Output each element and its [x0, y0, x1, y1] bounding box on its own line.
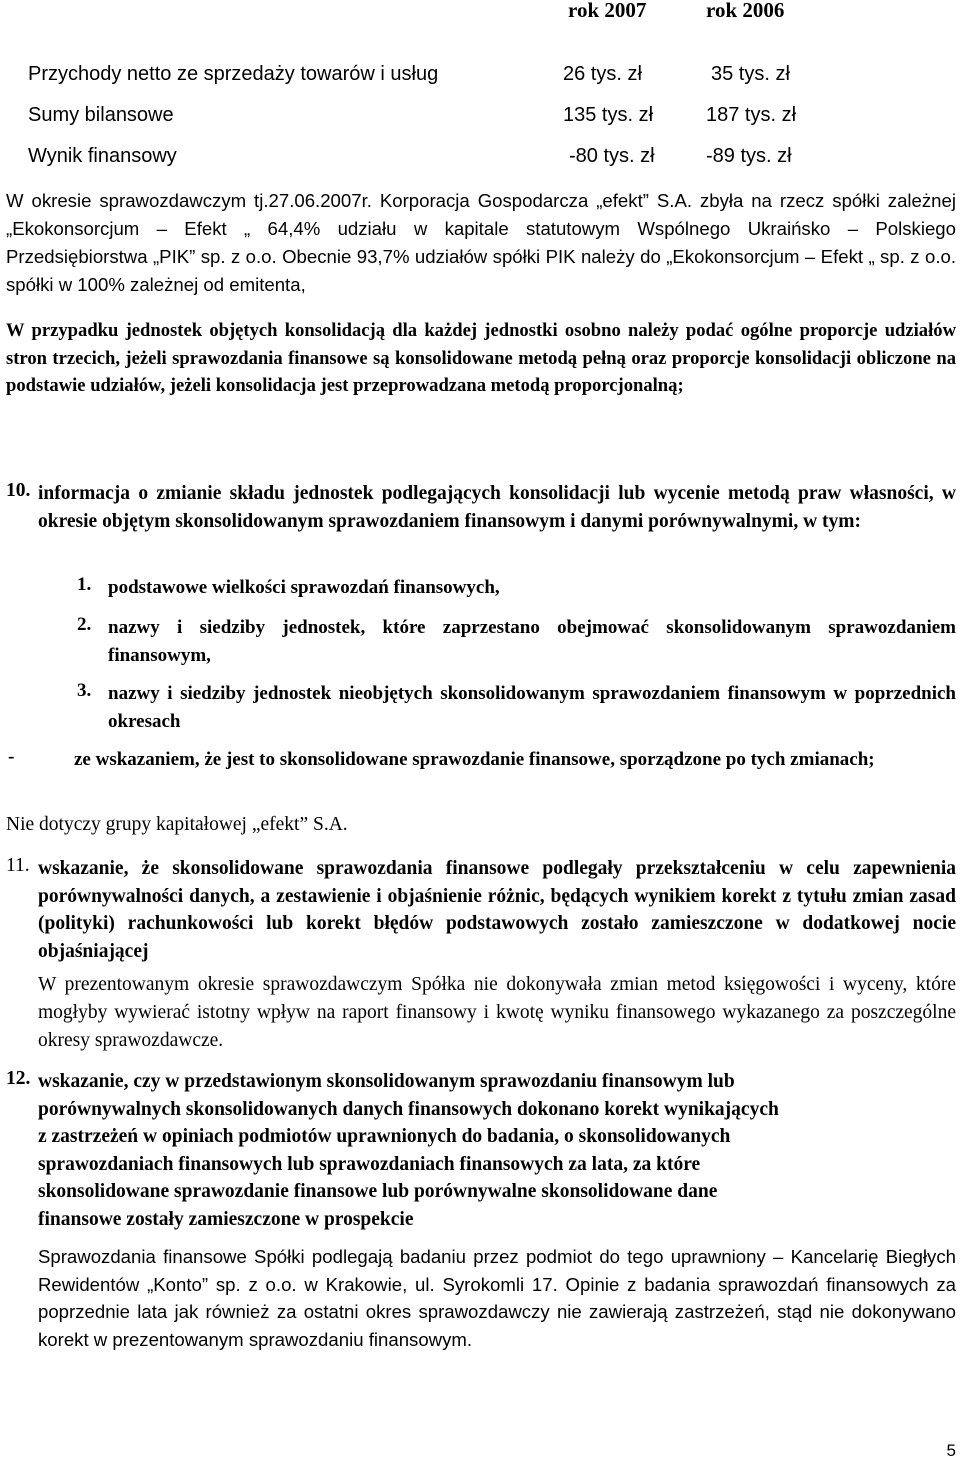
- section-10-answer: Nie dotyczy grupy kapitałowej „efekt” S.A.: [6, 814, 348, 835]
- section-11-number: 11.: [6, 855, 30, 876]
- section-10-item-2-number: 2.: [77, 614, 92, 635]
- section-11-heading: wskazanie, że skonsolidowane sprawozdania finansowe podlegały przekształceniu w celu zapewnienia porównywalności danych, a zestawienie i objaśnienie różnic, będących wynikiem korekt z tytułu zmian zasad (polityki) rachunkowości lub korekt błędów podstawowych zostało zamieszczone w dodatkowej nocie objaśniającej: [38, 858, 956, 962]
- section-10-item-3-text: nazwy i siedziby jednostek nieobjętych skonsolidowanym sprawozdaniem finansowym w poprzednich okresach: [108, 683, 956, 732]
- section-12-heading: [38, 1068, 779, 1233]
- section-10-dash-text: ze wskazaniem, że jest to skonsolidowane sprawozdanie finansowe, sporządzone po tych zmianach;: [74, 749, 875, 770]
- section-10-heading: informacja o zmianie składu jednostek podlegających konsolidacji lub wycenie metodą praw własności, w okresie objętym skonsolidowanym sprawozdaniem finansowym i danymi porównywalnymi, w tym:: [38, 483, 956, 532]
- section-12-heading-line: finansowe zostały zamieszczone w prospekcie: [38, 1208, 414, 1230]
- section-10-item-1-number: 1.: [77, 574, 92, 595]
- section-10-number: 10.: [6, 480, 31, 501]
- section-10-item-3-number: 3.: [77, 680, 92, 701]
- row-value-balance-2006: 187 tys. zł: [706, 104, 797, 126]
- row-label-revenue: Przychody netto ze sprzedaży towarów i usług: [28, 63, 439, 85]
- section-11-answer: W prezentowanym okresie sprawozdawczym Spółka nie dokonywała zmian metod księgowości i wyceny, które mogłyby wywierać istotny wpływ na raport finansowy i kwotę wyniku finansowego wykazanego za poszczególne okresy sprawozdawcze.: [38, 974, 956, 1051]
- column-header-2007: rok 2007: [568, 0, 647, 22]
- column-header-2006: rok 2006: [706, 0, 785, 22]
- row-value-revenue-2006: 35 tys. zł: [711, 63, 790, 85]
- row-value-revenue-2007: 26 tys. zł: [563, 63, 642, 85]
- section-10-dash: -: [8, 746, 15, 767]
- section-10-item-1-text: podstawowe wielkości sprawozdań finansowych,: [108, 577, 500, 598]
- section-12-heading-line: z zastrzeżeń w opiniach podmiotów uprawnionych do badania, o skonsolidowanych: [38, 1126, 731, 1147]
- page-number: 5: [946, 1441, 956, 1460]
- row-label-result: Wynik finansowy: [28, 145, 177, 167]
- proportions-paragraph: W przypadku jednostek objętych konsolidacją dla każdej jednostki osobno należy podać ogólne proporcje udziałów stron trzecich, jeżeli sprawozdania finansowe są konsolidowane metodą pełną oraz proporcje konsolidacji obliczone na podstawie udziałów, jeżeli konsolidacja jest przeprowadzana metodą proporcjonalną;: [6, 320, 956, 396]
- section-12-heading-line: wskazanie, czy w przedstawionym skonsolidowanym sprawozdaniu finansowym lub: [38, 1071, 735, 1092]
- disposal-paragraph: W okresie sprawozdawczym tj.27.06.2007r. Korporacja Gospodarcza „efekt” S.A. zbyła na rzecz spółki zależnej „Ekokonsorcjum – Efekt „ 64,4% udziału w kapitale statutowym Wspólnego Ukraińsko – Polskiego Przedsiębiorstwa „PIK” sp. z o.o. Obecnie 93,7% udziałów spółki PIK należy do „Ekokonsorcjum – Efekt „ sp. z o.o. spółki w 100% zależnej od emitenta,: [6, 190, 956, 295]
- section-12-heading-line: skonsolidowane sprawozdanie finansowe lub porównywalne skonsolidowane dane: [38, 1181, 718, 1202]
- section-10-item-2-text: nazwy i siedziby jednostek, które zaprzestano obejmować skonsolidowanym sprawozdaniem finansowym,: [108, 617, 956, 666]
- row-value-result-2006: -89 tys. zł: [706, 145, 792, 167]
- section-12-number: 12.: [6, 1068, 31, 1089]
- row-value-result-2007: -80 tys. zł: [569, 145, 655, 167]
- row-value-balance-2007: 135 tys. zł: [563, 104, 654, 126]
- section-12-heading-line: porównywalnych skonsolidowanych danych finansowych dokonano korekt wynikających: [38, 1098, 779, 1120]
- section-12-answer: Sprawozdania finansowe Spółki podlegają badaniu przez podmiot do tego uprawniony – Kancelarię Biegłych Rewidentów „Konto” sp. z o.o. w Krakowie, ul. Syrokomli 17. Opinie z badania sprawozdań finansowych za poprzednie lata jak również za ostatni okres sprawozdawczy nie zawierają zastrzeżeń, stąd nie dokonywano korekt w prezentowanym sprawozdaniu finansowym.: [38, 1246, 956, 1350]
- row-label-balance: Sumy bilansowe: [28, 104, 174, 126]
- section-12-heading-line: sprawozdaniach finansowych lub sprawozdaniach finansowych za lata, za które: [38, 1153, 701, 1175]
